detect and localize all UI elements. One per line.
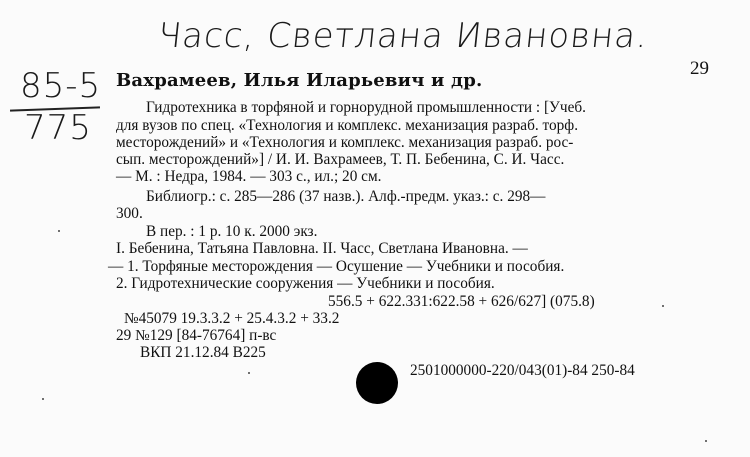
body-line: 29 №129 [84-76764] п-вс bbox=[116, 327, 277, 344]
speck bbox=[705, 440, 707, 442]
body-line: — М. : Недра, 1984. — 303 с., ил.; 20 см. bbox=[116, 168, 382, 185]
body-line: №45079 19.3.3.2 + 25.4.3.2 + 33.2 bbox=[124, 310, 340, 327]
body-line: 2. Гидротехнические сооружения — Учебники и пособия. bbox=[116, 275, 495, 292]
body-line: месторождений» и «Технология и комплекс. механизация разраб. рос- bbox=[116, 134, 574, 151]
body-line: Гидротехника в торфяной и горнорудной промышленности : [Учеб. bbox=[146, 99, 586, 116]
speck bbox=[662, 305, 664, 307]
body-line: 2501000000-220/043(01)-84 250-84 bbox=[410, 362, 635, 379]
call-number-bottom: 775 bbox=[24, 108, 92, 148]
body-line: 556.5 + 622.331:622.58 + 626/627] (075.8) bbox=[328, 293, 595, 310]
body-line: для вузов по спец. «Технология и комплекс. механизация разраб. торф. bbox=[116, 117, 579, 134]
handwritten-title: Часс, Светлана Ивановна. bbox=[155, 16, 651, 56]
speck bbox=[42, 398, 44, 400]
body-line: сып. месторождений»] / И. И. Вахрамеев, Т. П. Бебенина, С. И. Часс. bbox=[116, 151, 565, 168]
speck bbox=[248, 372, 250, 374]
call-number-top: 85-5 bbox=[20, 66, 102, 106]
page-number: 29 bbox=[690, 58, 709, 79]
body-line: Библиогр.: с. 285—286 (37 назв.). Алф.-предм. указ.: с. 298— bbox=[146, 188, 546, 205]
body-line: В пер. : 1 р. 10 к. 2000 экз. bbox=[146, 223, 318, 240]
body-line: — 1. Торфяные месторождения — Осушение — Учебники и пособия. bbox=[108, 258, 565, 275]
body-line: 300. bbox=[116, 205, 143, 222]
body-line: I. Бебенина, Татьяна Павловна. II. Часс, Светлана Ивановна. — bbox=[116, 240, 528, 257]
body-line: ВКП 21.12.84 В225 bbox=[140, 344, 266, 361]
author-heading: Вахрамеев, Илья Иларьевич и др. bbox=[116, 70, 483, 91]
punch-hole bbox=[356, 362, 398, 404]
speck bbox=[58, 230, 60, 232]
